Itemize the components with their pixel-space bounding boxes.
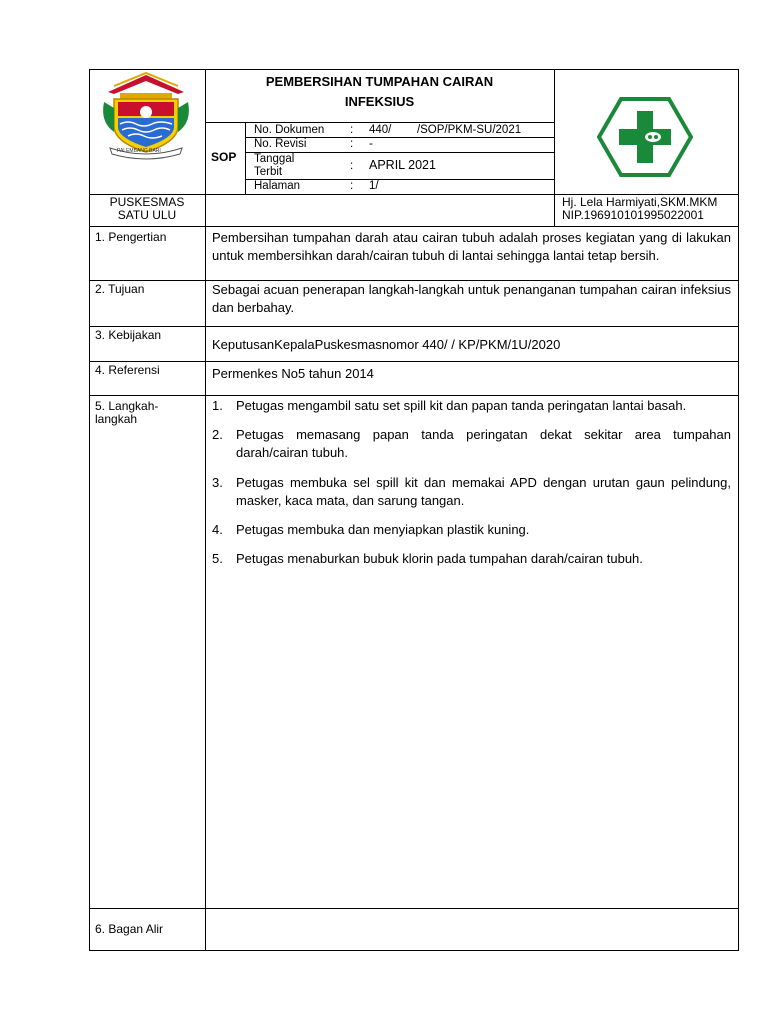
signer-name: Hj. Lela Harmiyati,SKM.MKM <box>562 195 718 209</box>
step-number: 2. <box>212 427 223 442</box>
langkah-label-line-2: langkah <box>95 412 138 426</box>
halaman-colon: : <box>350 180 354 192</box>
halaman-value: 1/ <box>369 180 379 192</box>
kebijakan-label: 3. Kebijakan <box>95 328 162 342</box>
pengertian-text: Pembersihan tumpahan darah atau cairan tubuh adalah proses kegiatan yang di lakukan untuk membersihkan darah/cairan tubuh di lantai sehingga lantai tetap bersih. <box>212 230 731 263</box>
tujuan-text: Sebagai acuan penerapan langkah-langkah untuk penanganan tumpahan cairan infeksius dan berbahay. <box>212 282 731 315</box>
step-text: Petugas mengambil satu set spill kit dan papan tanda peringatan lantai basah. <box>236 398 687 413</box>
no-revisi-label: No. Revisi <box>254 138 307 150</box>
palembang-emblem-logo <box>100 72 192 160</box>
langkah-label-line-1: 5. Langkah- <box>95 399 159 413</box>
logo-column-divider <box>554 69 555 226</box>
step-number: 3. <box>212 475 223 490</box>
referensi-top-line <box>89 361 739 362</box>
kebijakan-top-line <box>89 326 739 327</box>
step-text: Petugas membuka dan menyiapkan plastik kuning. <box>236 522 530 537</box>
org-name-line-1: PUSKESMAS <box>109 195 185 209</box>
step-number: 1. <box>212 398 223 413</box>
tanggal-value: APRIL 2021 <box>369 158 436 172</box>
bagan-top-line <box>89 908 739 909</box>
no-dokumen-label: No. Dokumen <box>254 124 325 136</box>
no-dokumen-colon: : <box>350 124 354 136</box>
no-dokumen-value: 440/ /SOP/PKM-SU/2021 <box>369 124 522 136</box>
title-line-1: PEMBERSIHAN TUMPAHAN CAIRAN <box>265 74 494 89</box>
no-revisi-colon: : <box>350 138 354 150</box>
step-text: Petugas menaburkan bubuk klorin pada tumpahan darah/cairan tubuh. <box>236 551 643 566</box>
no-revisi-value: - <box>369 138 373 150</box>
org-name-line-2: SATU ULU <box>117 208 177 222</box>
langkah-top-line <box>89 395 739 396</box>
pengertian-top-line <box>89 226 739 227</box>
step-text: Petugas memasang papan tanda peringatan dekat sekitar area tumpahan darah/cairan tubuh. <box>236 427 731 460</box>
tanggal-colon: : <box>350 160 354 172</box>
halaman-label: Halaman <box>254 180 301 192</box>
step-number: 5. <box>212 551 223 566</box>
signer-nip: NIP.196910101995022001 <box>562 208 704 222</box>
step-number: 4. <box>212 522 223 537</box>
table-border-top <box>89 69 739 70</box>
step-text: Petugas membuka sel spill kit dan memakai APD dengan urutan gaun pelindung, masker, kaca mata, dan sarung tangan. <box>236 475 731 508</box>
sop-label: SOP <box>211 150 237 164</box>
pengertian-label: 1. Pengertian <box>95 230 167 244</box>
referensi-label: 4. Referensi <box>95 363 160 377</box>
title-line-2: INFEKSIUS <box>344 94 415 109</box>
sop-column-divider <box>245 122 246 194</box>
label-column-divider <box>205 69 206 951</box>
puskesmas-logo <box>597 95 693 179</box>
bagan-alir-label: 6. Bagan Alir <box>95 922 164 936</box>
tanggal-label-1: Tanggal <box>254 153 295 165</box>
kebijakan-text: KeputusanKepalaPuskesmasnomor 440/ / KP/PKM/1U/2020 <box>212 337 561 352</box>
table-border-bottom <box>89 950 739 951</box>
table-border-right <box>738 69 739 951</box>
emblem-ribbon-text: PALEMBANG BARI <box>117 148 161 154</box>
tanggal-label-2: Terbit <box>254 166 283 178</box>
referensi-text: Permenkes No5 tahun 2014 <box>212 366 374 381</box>
title-bottom-line <box>205 122 554 123</box>
tujuan-label: 2. Tujuan <box>95 282 145 296</box>
